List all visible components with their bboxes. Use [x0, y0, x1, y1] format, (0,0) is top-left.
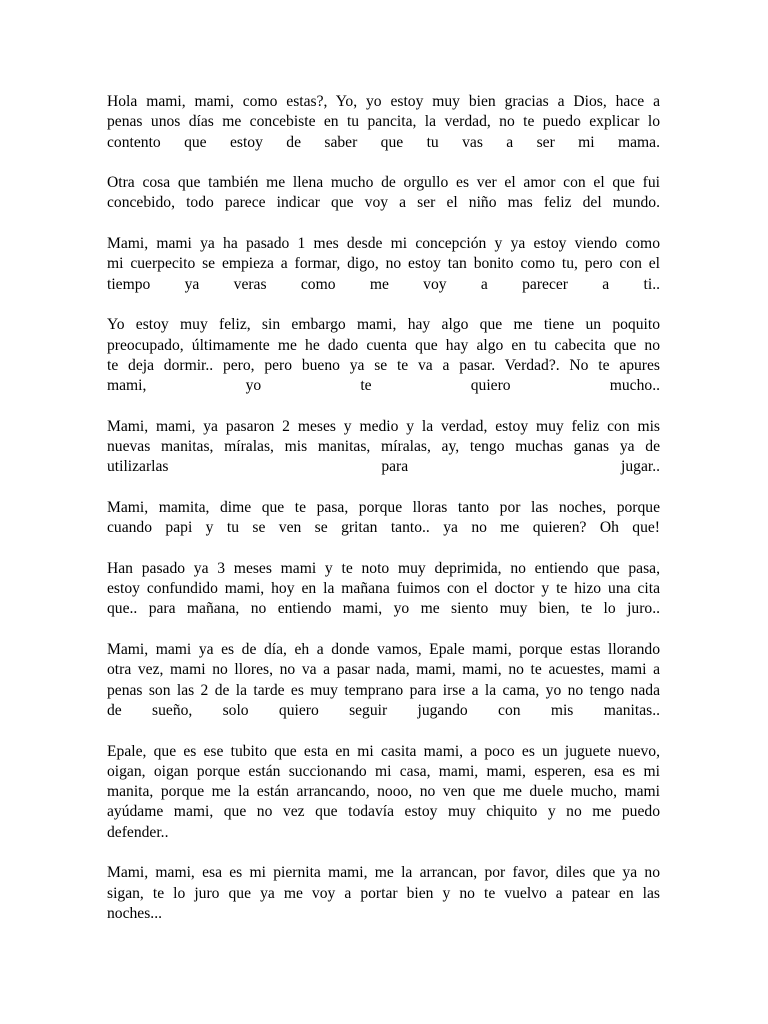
- text-line: mami, yo te quiero mucho..: [107, 377, 660, 395]
- paragraph: [107, 417, 660, 478]
- paragraph: [107, 234, 660, 295]
- text-line: sigan, te lo juro que ya me voy a portar bien y no te vuelvo a patear en las: [107, 884, 660, 902]
- text-line: manita, porque me la están arrancando, nooo, no ven que me duele mucho, mami: [107, 783, 660, 801]
- text-line: de sueño, solo quiero seguir jugando con mis manitas..: [107, 701, 660, 719]
- text-line: Otra cosa que también me llena mucho de orgullo es ver el amor con el que fui: [107, 174, 660, 192]
- text-line: Mami, mamita, dime que te pasa, porque lloras tanto por las noches, porque: [107, 498, 660, 516]
- text-line: ayúdame mami, que no vez que todavía estoy muy chiquito y no me puedo: [107, 803, 660, 821]
- text-line: preocupado, últimamente me he dado cuenta que hay algo en tu cabecita que no: [107, 336, 660, 354]
- paragraph: [107, 559, 660, 620]
- paragraph: [107, 92, 660, 153]
- paragraph: [107, 742, 660, 843]
- text-line: Mami, mami, ya pasaron 2 meses y medio y la verdad, estoy muy feliz con mis: [107, 417, 660, 435]
- paragraph: [107, 863, 660, 924]
- text-line: que.. para mañana, no entiendo mami, yo me siento muy bien, te lo juro..: [107, 600, 660, 618]
- text-line: estoy confundido mami, hoy en la mañana fuimos con el doctor y te hizo una cita: [107, 580, 660, 598]
- paragraph: [107, 173, 660, 214]
- text-line: concebido, todo parece indicar que voy a ser el niño mas feliz del mundo.: [107, 194, 660, 212]
- text-line: utilizarlas para jugar..: [107, 458, 660, 476]
- document-page: [107, 92, 660, 944]
- text-line: oigan, oigan porque están succionando mi casa, mami, mami, esperen, esa es mi: [107, 762, 660, 780]
- text-line: nuevas manitas, míralas, mis manitas, míralas, ay, tengo muchas ganas ya de: [107, 438, 660, 456]
- text-line: Epale, que es ese tubito que esta en mi casita mami, a poco es un juguete nuevo,: [107, 742, 660, 760]
- text-line: defender..: [107, 823, 169, 841]
- text-line: te deja dormir.. pero, pero bueno ya se te va a pasar. Verdad?. No te apures: [107, 356, 660, 374]
- text-line: Mami, mami, esa es mi piernita mami, me la arrancan, por favor, diles que ya no: [107, 864, 660, 882]
- text-line: mi cuerpecito se empieza a formar, digo, no estoy tan bonito como tu, pero con el: [107, 255, 660, 273]
- text-line: otra vez, mami no llores, no va a pasar nada, mami, mami, no te acuestes, mami a: [107, 661, 660, 679]
- text-line: contento que estoy de saber que tu vas a ser mi mama.: [107, 133, 660, 151]
- paragraph: [107, 640, 660, 721]
- text-line: Yo estoy muy feliz, sin embargo mami, hay algo que me tiene un poquito: [107, 316, 660, 334]
- text-line: penas unos días me concebiste en tu pancita, la verdad, no te puedo explicar lo: [107, 113, 660, 131]
- text-line: Hola mami, mami, como estas?, Yo, yo estoy muy bien gracias a Dios, hace a: [107, 93, 660, 110]
- text-line: Mami, mami ya es de día, eh a donde vamos, Epale mami, porque estas llorando: [107, 641, 660, 659]
- text-line: Mami, mami ya ha pasado 1 mes desde mi concepción y ya estoy viendo como: [107, 235, 660, 253]
- text-line: tiempo ya veras como me voy a parecer a ti..: [107, 275, 660, 293]
- text-line: penas son las 2 de la tarde es muy temprano para irse a la cama, yo no tengo nada: [107, 681, 660, 699]
- paragraph: [107, 315, 660, 396]
- text-line: Han pasado ya 3 meses mami y te noto muy deprimida, no entiendo que pasa,: [107, 559, 660, 577]
- text-line: noches...: [107, 904, 162, 922]
- text-line: cuando papi y tu se ven se gritan tanto.. ya no me quieren? Oh que!: [107, 519, 660, 537]
- paragraph: [107, 498, 660, 539]
